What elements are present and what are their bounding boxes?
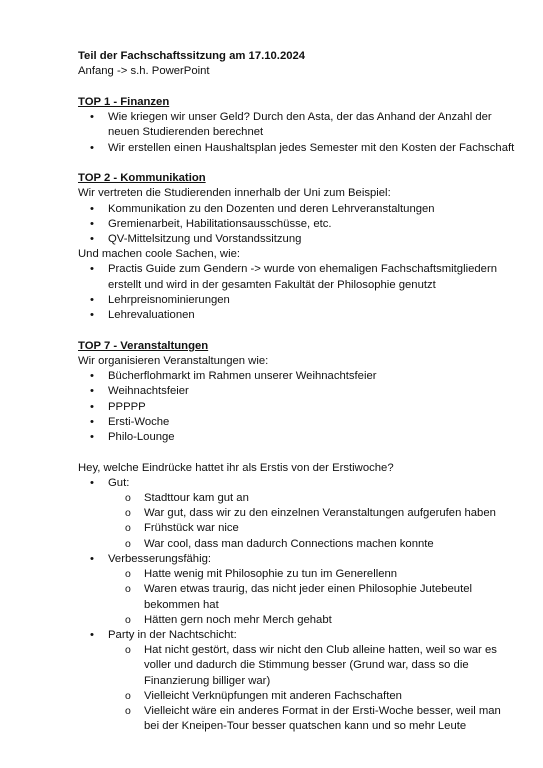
feedback-group [78,476,518,491]
circle-bullet-icon: o [125,644,131,657]
sub-list-item: o War cool, dass man dadurch Connections machen konnte [78,537,518,552]
list-item: • QV-Mittelsitzung und Vorstandssitzung [78,232,518,247]
top7-intro: Wir organisieren Veranstaltungen wie: [78,354,269,367]
bullet-icon: • [90,476,94,489]
feedback-group [78,628,518,643]
bullet-icon: • [90,400,94,413]
bullet-icon: • [90,628,94,641]
sub-list-item: o Waren etwas traurig, das nicht jeder einen Philosophie Jutebeutel bekommen hat [125,583,473,611]
sub-list-item: o Hatte wenig mit Philosophie zu tun im Generellenn [78,567,518,582]
bullet-icon: • [90,217,94,230]
list-item: • Philo-Lounge [78,430,518,445]
top1-heading: TOP 1 - Finanzen [78,95,170,108]
document-page [78,49,518,734]
circle-bullet-icon: o [125,583,131,596]
sub-list-item: o War gut, dass wir zu den einzelnen Veranstaltungen aufgerufen haben [78,506,518,521]
list-item: • Gremienarbeit, Habilitationsausschüsse, etc. [78,217,518,232]
bullet-icon: • [90,263,94,276]
feedback-group-label: Party in der Nachtschicht: [108,628,237,641]
sub-list-item: o Vielleicht wäre ein anderes Format in der Ersti-Woche besser, weil man bei der Kneipen-Tour besser quatschen kann und so mehr Leute [125,704,501,733]
list-item: • Wie kriegen wir unser Geld? Durch den Asta, der das Anhand der Anzahl der neuen Studierenden berechnet [90,111,492,139]
feedback-group-label: Gut: [108,476,130,489]
feedback-question: Hey, welche Eindrücke hattet ihr als Erstis von der Erstiwoche? [78,461,394,474]
top2-intro: Wir vertreten die Studierenden innerhalb der Uni zum Beispiel: [78,187,391,200]
bullet-icon: • [90,293,94,306]
list-item: • Bücherflohmarkt im Rahmen unserer Weihnachtsfeier [78,369,518,384]
sub-list-item: o Vielleicht Verknüpfungen mit anderen Fachschaften [78,689,518,704]
circle-bullet-icon: o [125,568,131,581]
list-item: • Practis Guide zum Gendern -> wurde von ehemaligen Fachschaftsmitgliedern erstellt und wird in der gesamten Fakultät der Philosophie genutzt [90,263,497,291]
document-subtitle: Anfang -> s.h. PowerPoint [78,65,210,78]
circle-bullet-icon: o [125,507,131,520]
bullet-icon: • [90,430,94,443]
bullet-icon: • [90,385,94,398]
bullet-icon: • [90,111,94,124]
bullet-icon: • [90,309,94,322]
circle-bullet-icon: o [125,522,131,535]
circle-bullet-icon: o [125,492,131,505]
list-item: • Lehrevaluationen [78,308,518,323]
feedback-group [78,552,518,567]
sub-list-item: o Frühstück war nice [78,521,518,536]
bullet-icon: • [90,370,94,383]
list-item: • PPPPP [78,400,518,415]
sub-list-item: o Hat nicht gestört, dass wir nicht den Club alleine hatten, weil so war es voller und dadurch die Stimmung besser (Grund war, dass so die Finanzierung billiger war) [125,644,497,687]
top7-heading: TOP 7 - Veranstaltungen [78,339,209,352]
sub-list-item: o Stadttour kam gut an [78,491,518,506]
circle-bullet-icon: o [125,704,131,717]
sub-list-item: o Hätten gern noch mehr Merch gehabt [78,613,518,628]
top2-intro2: Und machen coole Sachen, wie: [78,248,241,261]
list-item: • Lehrpreisnominierungen [78,293,518,308]
circle-bullet-icon: o [125,537,131,550]
list-item: • Ersti-Woche [78,415,518,430]
top2-heading: TOP 2 - Kommunikation [78,172,206,185]
circle-bullet-icon: o [125,613,131,626]
bullet-icon: • [90,552,94,565]
bullet-icon: • [90,233,94,246]
bullet-icon: • [90,202,94,215]
list-item: • Weihnachtsfeier [78,384,518,399]
bullet-icon: • [90,415,94,428]
feedback-group-label: Verbesserungsfähig: [108,552,211,565]
document-title: Teil der Fachschaftssitzung am 17.10.2024 [78,50,306,62]
bullet-icon: • [90,141,94,154]
circle-bullet-icon: o [125,689,131,702]
list-item: • Wir erstellen einen Haushaltsplan jedes Semester mit den Kosten der Fachschaft [78,141,518,156]
list-item: • Kommunikation zu den Dozenten und deren Lehrveranstaltungen [78,202,518,217]
